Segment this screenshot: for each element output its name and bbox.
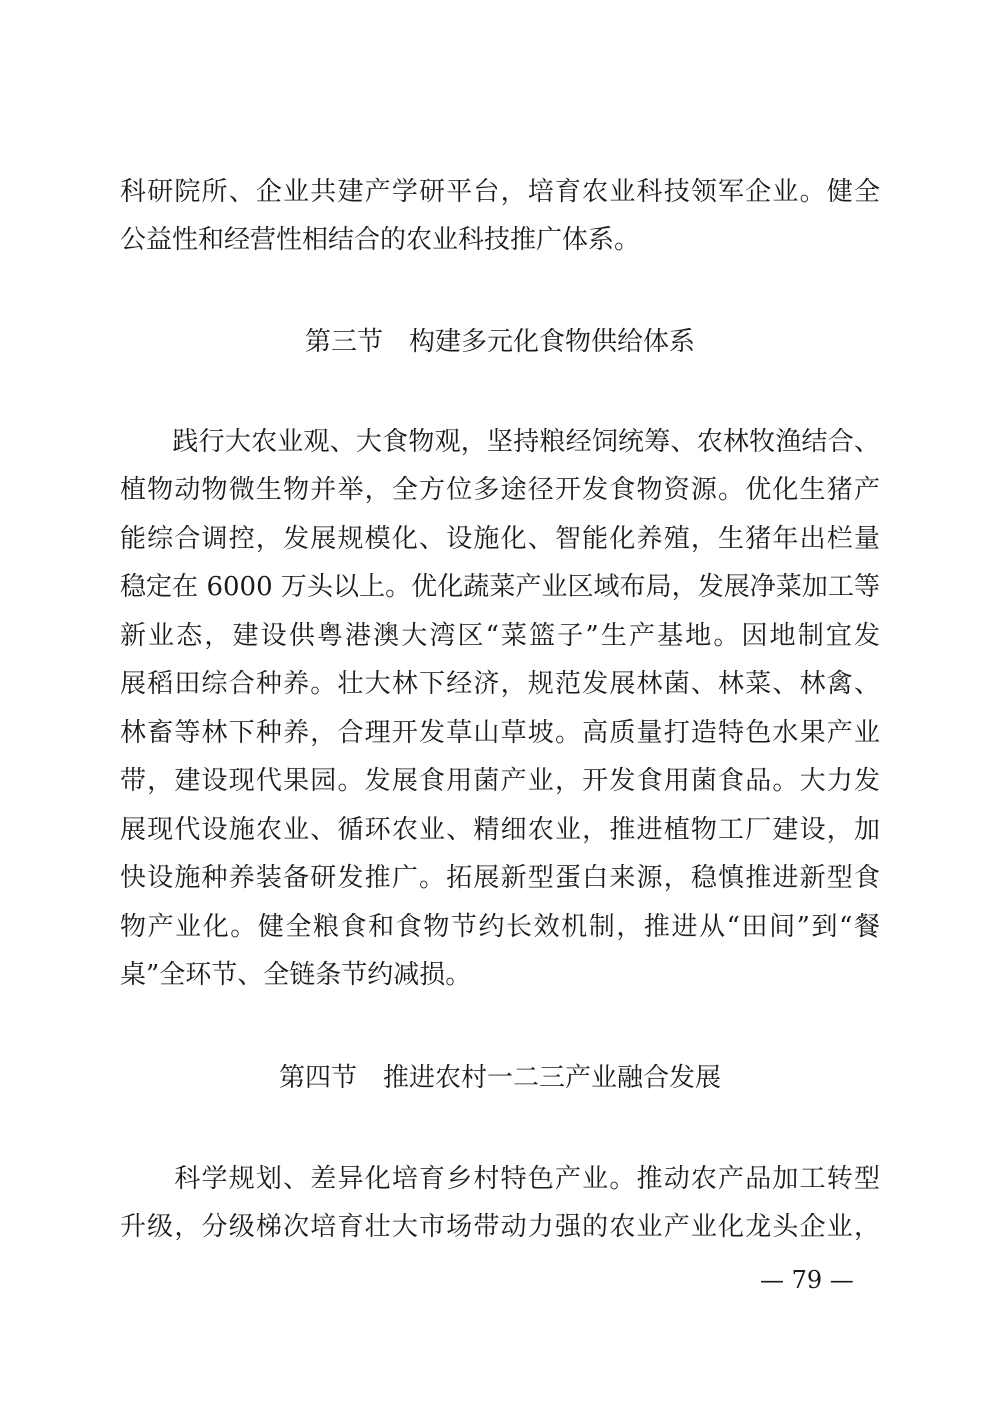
section3-line-7: 林畜等林下种养，合理开发草山草坡。高质量打造特色水果产业 — [120, 718, 880, 748]
section3-line-10: 快设施种养装备研发推广。拓展新型蛋白来源，稳慎推进新型食 — [120, 863, 880, 893]
section3-line-5: 新业态，建设供粤港澳大湾区“菜篮子”生产基地。因地制宜发 — [120, 621, 880, 651]
section3-line-1: 践行大农业观、大食物观，坚持粮经饲统筹、农林牧渔结合、 — [120, 427, 880, 457]
section3-line-4: 稳定在 6000 万头以上。优化蔬菜产业区域布局，发展净菜加工等 — [120, 572, 880, 602]
section3-heading: 第三节 构建多元化食物供给体系 — [304, 327, 695, 357]
section3-line-6: 展稻田综合种养。壮大林下经济，规范发展林菌、林菜、林禽、 — [120, 669, 880, 699]
section3-line-12: 桌”全环节、全链条节约减损。 — [120, 960, 472, 990]
section3-line-3: 能综合调控，发展规模化、设施化、智能化养殖，生猪年出栏量 — [120, 524, 880, 554]
section3-line-11: 物产业化。健全粮食和食物节约长效机制，推进从“田间”到“餐 — [120, 912, 880, 942]
page-number: — 79 — — [760, 1266, 854, 1294]
section4-line-2: 升级，分级梯次培育壮大市场带动力强的农业产业化龙头企业， — [120, 1212, 880, 1242]
section3-line-8: 带，建设现代果园。发展食用菌产业，开发食用菌食品。大力发 — [120, 766, 880, 796]
section3-line-9: 展现代设施农业、循环农业、精细农业，推进植物工厂建设，加 — [120, 815, 880, 845]
section3-line-2: 植物动物微生物并举，全方位多途径开发食物资源。优化生猪产 — [120, 475, 880, 505]
intro-line-2: 公益性和经营性相结合的农业科技推广体系。 — [120, 225, 641, 255]
section4-heading: 第四节 推进农村一二三产业融合发展 — [278, 1063, 721, 1093]
intro-line-1: 科研院所、企业共建产学研平台，培育农业科技领军企业。健全 — [120, 177, 880, 207]
section4-line-1: 科学规划、差异化培育乡村特色产业。推动农产品加工转型 — [120, 1164, 880, 1194]
